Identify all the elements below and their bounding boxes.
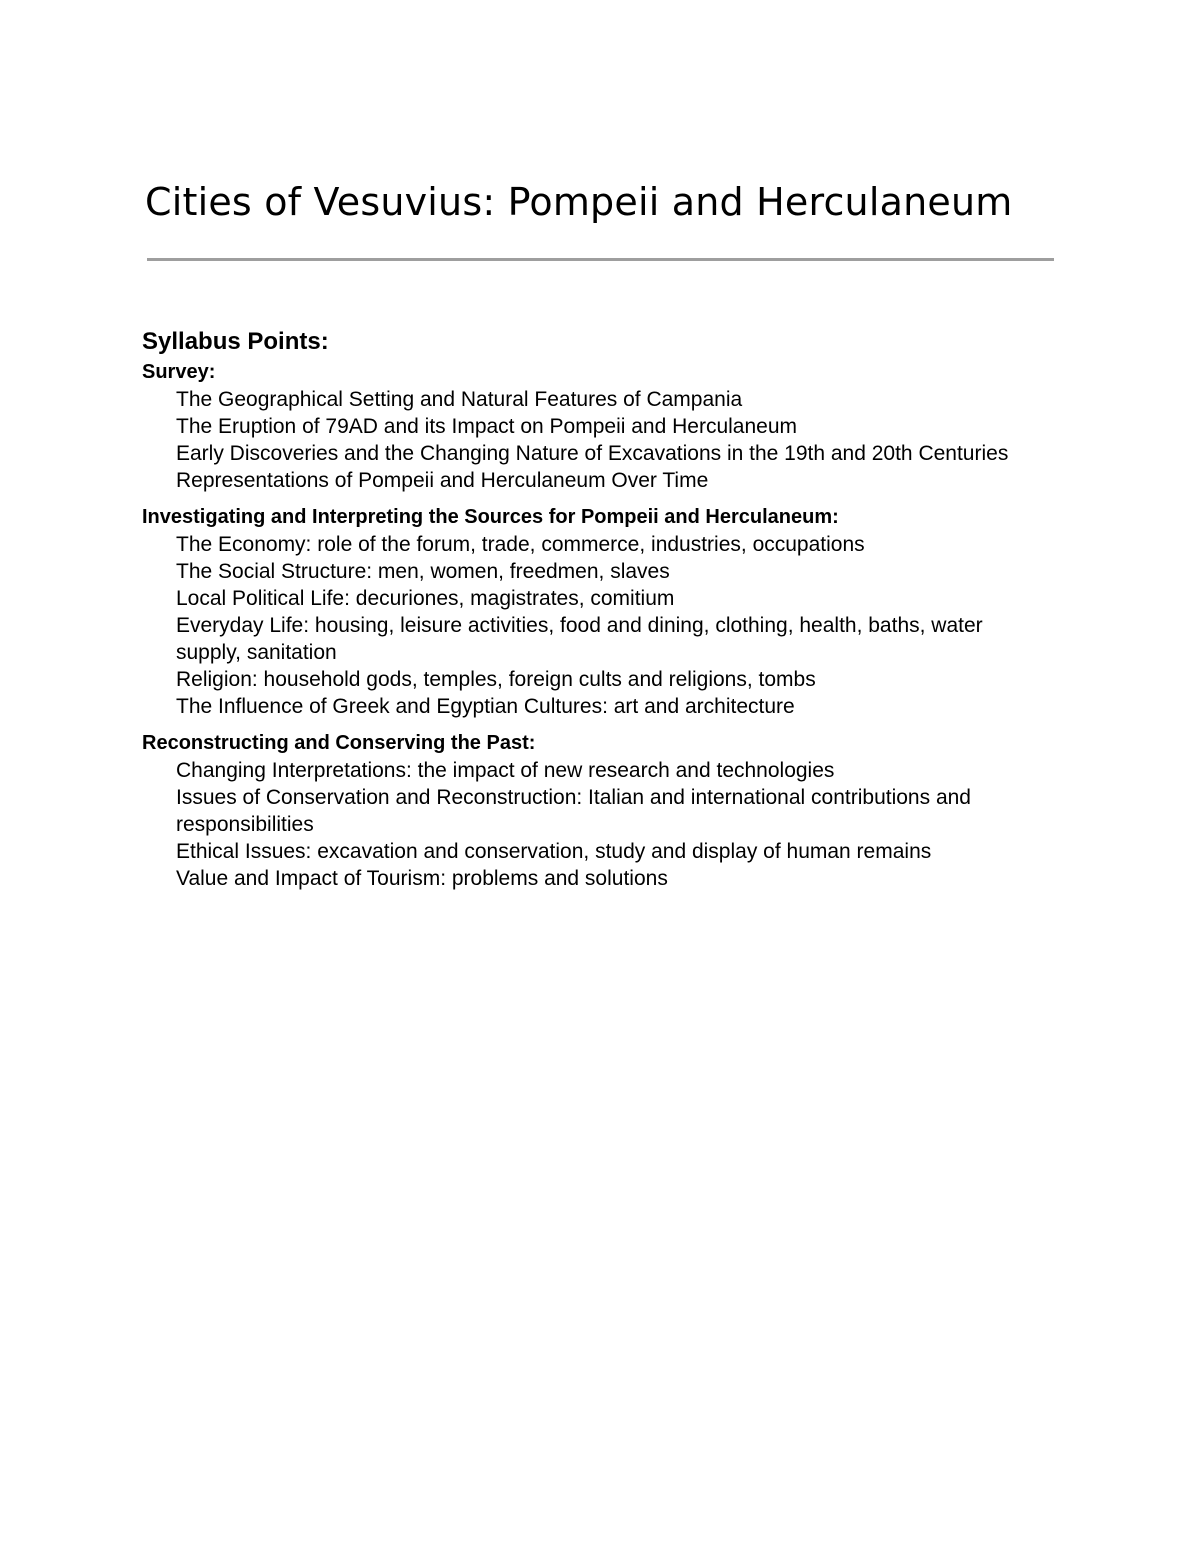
- section-heading: Investigating and Interpreting the Sources for Pompeii and Herculaneum:: [142, 506, 839, 528]
- list-item: Religion: household gods, temples, foreign cults and religions, tombs: [176, 668, 816, 691]
- section-item-list: [142, 386, 1042, 494]
- section-investigating-sources: [142, 504, 1042, 720]
- section-survey: [142, 359, 1042, 494]
- section-reconstructing-past: [142, 730, 1042, 892]
- section-heading: Survey:: [142, 361, 216, 383]
- list-item: The Eruption of 79AD and its Impact on Pompeii and Herculaneum: [176, 415, 798, 438]
- syllabus-content: [142, 325, 1042, 902]
- list-item: Value and Impact of Tourism: problems and solutions: [176, 867, 668, 890]
- list-item: Local Political Life: decuriones, magistrates, comitium: [176, 587, 675, 610]
- list-item: The Influence of Greek and Egyptian Cultures: art and architecture: [176, 695, 795, 718]
- list-item: The Geographical Setting and Natural Features of Campania: [176, 388, 743, 411]
- section-item-list: [142, 757, 1042, 892]
- list-item: Early Discoveries and the Changing Nature of Excavations in the 19th and 20th Centuries: [176, 442, 1009, 465]
- syllabus-heading: Syllabus Points:: [142, 328, 329, 355]
- list-item: The Social Structure: men, women, freedmen, slaves: [176, 560, 670, 583]
- list-item: The Economy: role of the forum, trade, commerce, industries, occupations: [176, 533, 865, 556]
- section-item-list: [142, 531, 1042, 720]
- list-item: Representations of Pompeii and Herculaneum Over Time: [176, 469, 709, 492]
- list-item: Changing Interpretations: the impact of new research and technologies: [176, 759, 835, 782]
- list-item: Ethical Issues: excavation and conservation, study and display of human remains: [176, 840, 932, 863]
- section-heading: Reconstructing and Conserving the Past:: [142, 732, 536, 754]
- title-divider: [147, 258, 1054, 261]
- page-title: Cities of Vesuvius: Pompeii and Herculaneum: [145, 180, 1013, 224]
- list-item: Issues of Conservation and Reconstruction: Italian and international contributions and responsibilities: [176, 786, 971, 836]
- list-item: Everyday Life: housing, leisure activities, food and dining, clothing, health, baths, water supply, sanitation: [176, 614, 983, 664]
